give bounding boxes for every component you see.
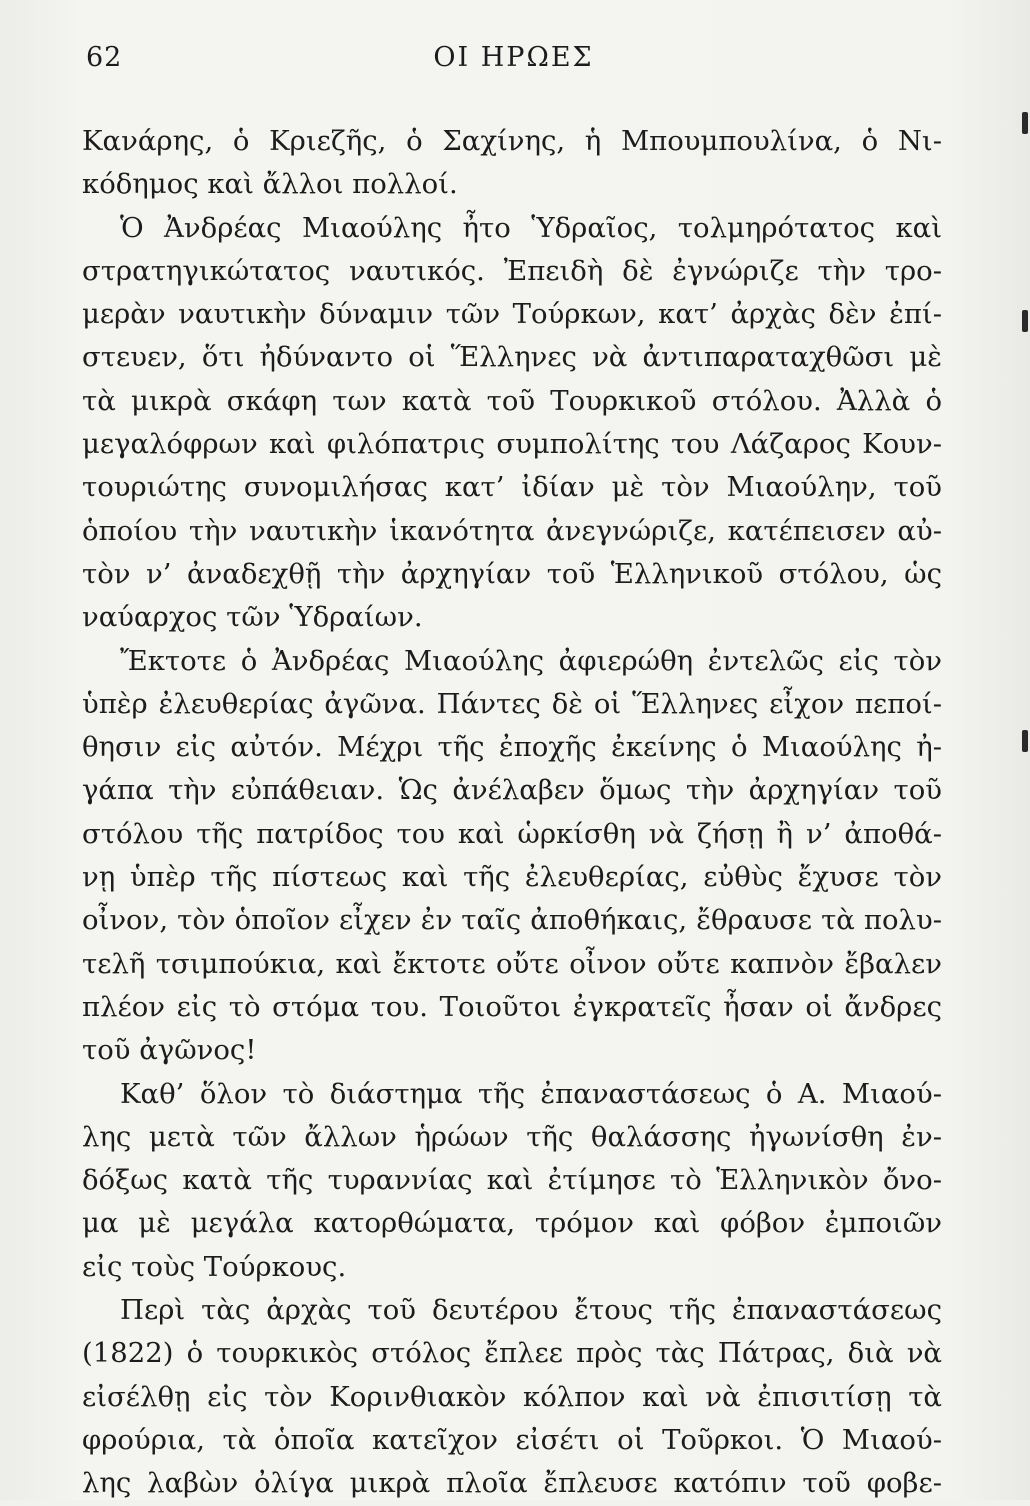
running-head	[86, 42, 941, 82]
text-line: εἰς τοὺς Τούρκους.	[82, 1250, 347, 1283]
page-number: 62	[86, 42, 123, 73]
text-line: τὸν ν’ ἀναδεχθῇ τὴν ἀρχηγίαν τοῦ Ἑλληνικοῦ στόλου, ὡς	[82, 557, 942, 590]
running-title: ΟΙ ΗΡΩΕΣ	[433, 42, 594, 73]
text-line: μα μὲ μεγάλα κατορθώματα, τρόμον καὶ φόβον ἐμποιῶν	[82, 1207, 942, 1240]
text-line: εἰσέλθῃ εἰς τὸν Κορινθιακὸν κόλπον καὶ νὰ ἐπισιτίσῃ τὰ	[82, 1380, 942, 1413]
text-line: ὁποίου τὴν ναυτικὴν ἱκανότητα ἀνεγνώριζε, κατέπεισεν αὐ-	[82, 514, 942, 547]
text-line: τοῦ ἀγῶνος!	[82, 1034, 257, 1067]
text-line: στευεν, ὅτι ἠδύναντο οἱ Ἕλληνες νὰ ἀντιπαραταχθῶσι μὲ	[82, 341, 942, 374]
text-line: τὰ μικρὰ σκάφη των κατὰ τοῦ Τουρκικοῦ στόλου. Ἀλλὰ ὁ	[82, 384, 942, 417]
text-line: γάπα τὴν εὐπάθειαν. Ὡς ἀνέλαβεν ὅμως τὴν ἀρχηγίαν τοῦ	[82, 774, 942, 807]
text-line: (1822) ὁ τουρκικὸς στόλος ἔπλεε πρὸς τὰς Πάτρας, διὰ νὰ	[82, 1337, 942, 1370]
body-text	[82, 120, 942, 1506]
text-line: ναύαρχος τῶν Ὑδραίων.	[82, 601, 423, 634]
text-line: θησιν εἰς αὐτόν. Μέχρι τῆς ἐποχῆς ἐκείνης ὁ Μιαούλης ἠ-	[82, 731, 942, 764]
page-edge-mark	[1022, 730, 1028, 752]
text-line: Ὁ Ἀνδρέας Μιαούλης ἦτο Ὑδραῖος, τολμηρότατος καὶ	[120, 211, 942, 244]
text-line: μερὰν ναυτικὴν δύναμιν τῶν Τούρκων, κατ’ ἀρχὰς δὲν ἐπί-	[82, 298, 942, 331]
text-line: Κανάρης, ὁ Κριεζῆς, ὁ Σαχίνης, ἡ Μπουμπουλίνα, ὁ Νι-	[82, 125, 942, 157]
text-line: στόλου τῆς πατρίδος του καὶ ὡρκίσθη νὰ ζήσῃ ἢ ν’ ἀποθά-	[82, 817, 942, 850]
text-line: τελῆ τσιμπούκια, καὶ ἔκτοτε οὔτε οἶνον οὔτε καπνὸν ἔβαλεν	[82, 947, 942, 980]
text-line: πλέον εἰς τὸ στόμα του. Τοιοῦτοι ἐγκρατεῖς ἦσαν οἱ ἄνδρες	[82, 990, 942, 1023]
text-line: νῃ ὑπὲρ τῆς πίστεως καὶ τῆς ἐλευθερίας, εὐθὺς ἔχυσε τὸν	[82, 861, 942, 894]
text-line: Ἔκτοτε ὁ Ἀνδρέας Μιαούλης ἀφιερώθη ἐντελῶς εἰς τὸν	[120, 644, 942, 677]
text-line: μεγαλόφρων καὶ φιλόπατρις συμπολίτης του Λάζαρος Κουν-	[82, 428, 942, 461]
text-line: φρούρια, τὰ ὁποῖα κατεῖχον εἰσέτι οἱ Τοῦρκοι. Ὁ Μιαού-	[82, 1423, 942, 1456]
text-line: στρατηγικώτατος ναυτικός. Ἐπειδὴ δὲ ἐγνώριζε τὴν τρο-	[82, 254, 942, 287]
text-line: λης μετὰ τῶν ἄλλων ἡρώων τῆς θαλάσσης ἠγωνίσθη ἐν-	[82, 1120, 942, 1153]
text-line: τουριώτης συνομιλήσας κατ’ ἰδίαν μὲ τὸν Μιαούλην, τοῦ	[82, 471, 942, 504]
text-line: Περὶ τὰς ἀρχὰς τοῦ δευτέρου ἔτους τῆς ἐπαναστάσεως	[120, 1294, 942, 1327]
page-edge-mark	[1022, 112, 1028, 134]
page-edge-mark	[1022, 310, 1028, 332]
text-line: οἶνον, τὸν ὁποῖον εἶχεν ἐν ταῖς ἀποθήκαις, ἔθραυσε τὰ πολυ-	[82, 904, 942, 937]
text-line: ὑπὲρ ἐλευθερίας ἀγῶνα. Πάντες δὲ οἱ Ἕλληνες εἶχον πεποί-	[82, 687, 942, 720]
text-line: δόξως κατὰ τῆς τυραννίας καὶ ἐτίμησε τὸ Ἑλληνικὸν ὄνο-	[82, 1164, 942, 1197]
text-line: Καθ’ ὅλον τὸ διάστημα τῆς ἐπαναστάσεως ὁ Α. Μιαού-	[120, 1077, 942, 1110]
text-line: λης λαβὼν ὀλίγα μικρὰ πλοῖα ἔπλευσε κατόπιν τοῦ φοβε-	[82, 1467, 942, 1500]
text-line: κόδημος καὶ ἄλλοι πολλοί.	[82, 168, 458, 201]
